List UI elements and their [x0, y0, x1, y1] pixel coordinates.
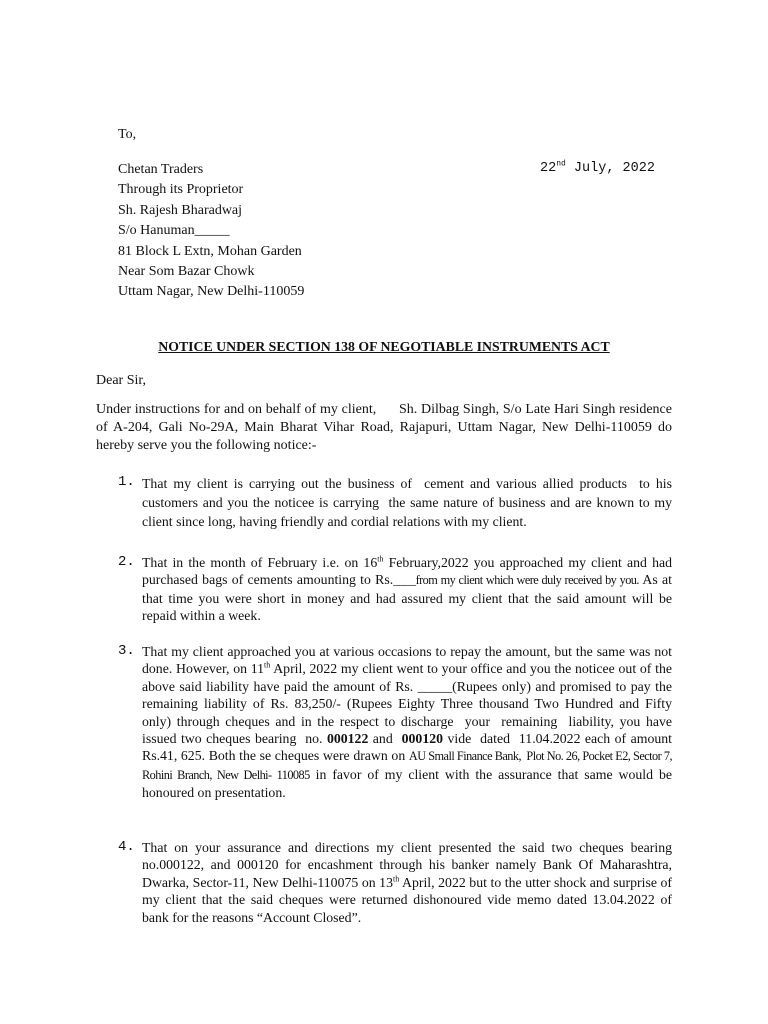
paragraph-text: That my client approached you at various occasions to repay the amount, but the same was not done. However, on 11th April, 2022 my client went to your office and you the noticee out of the above said liability have paid the amount of Rs. _____(Rupees only) and promised to pay the remaining liability of Rs. 83,250/- (Rupees Eighty Three thousand Two Hundred and Fifty only) through cheques and in the respect to discharge your remaining liability, you have issued two cheques bearing no. 000122 and 000120 vide dated 11.04.2022 each of amount Rs.41, 625. Both the se cheques were drawn on AU Small Finance Bank, Plot No. 26, Pocket E2, Sector 7, Rohini Branch, New Delhi- 110085 in favor of my client with the assurance that same would be honoured on presentation.: [142, 644, 676, 801]
paragraph-number: 3.: [118, 643, 135, 659]
numbered-paragraph-2: [118, 554, 672, 625]
recipient-address: [118, 160, 304, 303]
intro-paragraph: Under instructions for and on behalf of my client, Sh. Dilbag Singh, S/o Late Hari Singh residence of A-204, Gali No-29A, Main Bharat Vihar Road, Rajapuri, Uttam Nagar, New Delhi-110059 do hereby serve you the following notice:-: [96, 402, 676, 453]
paragraph-number: 4.: [118, 839, 135, 855]
paragraph-number: 1.: [118, 474, 135, 490]
notice-title: NOTICE UNDER SECTION 138 OF NEGOTIABLE INSTRUMENTS ACT: [158, 339, 610, 354]
address-line: Uttam Nagar, New Delhi-110059: [118, 284, 305, 300]
to-line: To,: [118, 127, 137, 142]
address-line: Through its Proprietor: [118, 182, 244, 198]
notice-date: 22nd July, 2022: [540, 159, 655, 176]
address-line: S/o Hanuman_____: [118, 223, 230, 239]
salutation: Dear Sir,: [96, 373, 146, 388]
paragraph-number: 2.: [118, 554, 135, 570]
numbered-paragraph-4: [118, 839, 672, 926]
address-line: Chetan Traders: [118, 162, 204, 177]
numbered-paragraph-1: [118, 474, 676, 531]
paragraph-text: That my client is carrying out the business of cement and various allied products to his customers and you the noticee is carrying the same nature of business and are known to my client since long, having friendly and cordial relations with my client.: [142, 476, 676, 529]
address-line: Sh. Rajesh Bharadwaj: [118, 202, 243, 218]
address-line: 81 Block L Extn, Mohan Garden: [118, 243, 302, 259]
numbered-paragraph-3: [118, 643, 676, 802]
paragraph-text: That on your assurance and directions my client presented the said two cheques bearing no.000122, and 000120 for encashment through his banker namely Bank Of Maharashtra, Dwarka, Sector-11, New Delhi-110075 on 13th April, 2022 but to the utter shock and surprise of my client that the said cheques were returned dishonoured vide memo dated 13.04.2022 of bank for the reasons “Account Closed”.: [142, 840, 672, 925]
address-line: Near Som Bazar Chowk: [118, 264, 255, 280]
paragraph-text: That in the month of February i.e. on 16th February,2022 you approached my client and had purchased bags of cements amounting to Rs.____from my client which were duly received by you. As at that time you were short in money and had assured my client that the said amount will be repaid within a week.: [142, 554, 672, 624]
